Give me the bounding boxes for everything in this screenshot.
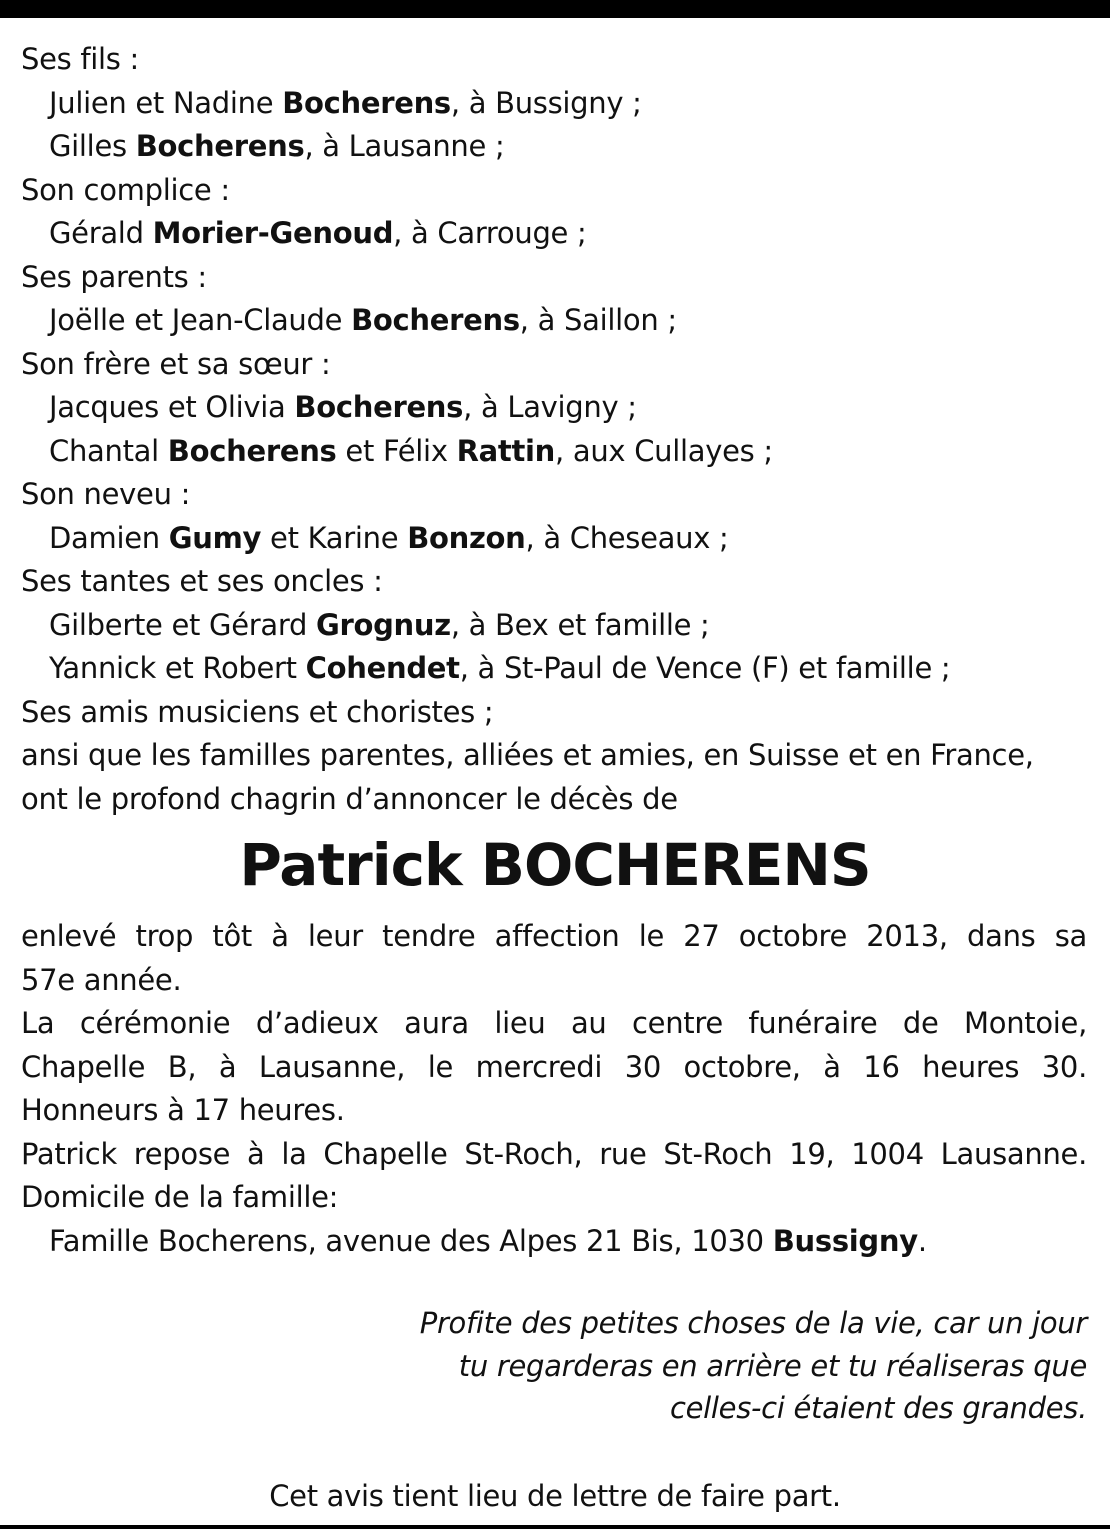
bottom-rule bbox=[0, 1525, 1110, 1529]
family-line bbox=[21, 125, 1087, 169]
entry-text: Damien bbox=[49, 520, 169, 555]
family-line bbox=[21, 299, 1087, 343]
address-town: Bussigny bbox=[772, 1223, 918, 1258]
detail-line: 57e année. bbox=[21, 962, 182, 997]
entry-text: et Félix bbox=[336, 433, 457, 468]
entry-text: Yannick et Robert bbox=[49, 651, 306, 685]
heading-text: Ses tantes et ses oncles : bbox=[21, 564, 383, 598]
entry-text: , à Cheseaux ; bbox=[525, 520, 729, 555]
entry-text: Jacques et Olivia bbox=[49, 390, 295, 424]
entry-text: , aux Cullayes ; bbox=[555, 433, 773, 468]
heading-text: ansi que les familles parentes, alliées et amies, en Suisse et en France, bbox=[21, 738, 1034, 772]
quote-line: Profite des petites choses de la vie, car un jour bbox=[419, 1306, 1087, 1340]
entry-text: , à Bex et famille ; bbox=[450, 607, 710, 642]
family-line bbox=[21, 604, 1087, 648]
quote-line: tu regarderas en arrière et tu réaliseras que bbox=[458, 1348, 1087, 1383]
entry-text: Gérald bbox=[49, 216, 153, 250]
detail-line: Domicile de la famille: bbox=[21, 1180, 339, 1214]
family-line bbox=[21, 256, 1087, 300]
entry-text: , à Bussigny ; bbox=[450, 85, 642, 120]
detail-line: enlevé trop tôt à leur tendre affection le 27 octobre 2013, dans sa bbox=[21, 919, 1087, 953]
deceased-name: Patrick BOCHERENS bbox=[239, 831, 871, 899]
entry-text: et Karine bbox=[261, 520, 408, 555]
surname: Morier-Genoud bbox=[152, 216, 394, 250]
family-line bbox=[21, 734, 1087, 778]
heading-text: Ses parents : bbox=[21, 259, 207, 294]
surname: Bocherens bbox=[167, 433, 337, 468]
family-line bbox=[21, 560, 1087, 604]
family-line bbox=[21, 386, 1087, 430]
entry-text: Chantal bbox=[49, 433, 168, 468]
family-line bbox=[21, 691, 1087, 735]
family-line bbox=[21, 430, 1087, 474]
heading-text: ont le profond chagrin d’annoncer le décès de bbox=[21, 781, 678, 816]
entry-text: Gilles bbox=[49, 129, 136, 163]
family-line bbox=[21, 517, 1087, 561]
entry-text: Gilberte et Gérard bbox=[49, 607, 316, 642]
top-rule bbox=[0, 0, 1110, 18]
entry-text: , à Carrouge ; bbox=[393, 216, 587, 250]
family-line bbox=[21, 473, 1087, 517]
surname: Rattin bbox=[456, 433, 556, 468]
family-line bbox=[21, 169, 1087, 213]
family-line bbox=[21, 82, 1087, 126]
detail-line: La cérémonie d’adieux aura lieu au centre funéraire de Montoie, bbox=[21, 1006, 1087, 1040]
heading-text: Ses fils : bbox=[21, 42, 139, 76]
entry-text: , à St-Paul de Vence (F) et famille ; bbox=[459, 651, 951, 685]
surname: Bocherens bbox=[294, 390, 464, 424]
family-line bbox=[21, 647, 1087, 691]
heading-text: Ses amis musiciens et choristes ; bbox=[21, 694, 494, 729]
surname: Bocherens bbox=[282, 85, 451, 120]
surname: Gumy bbox=[168, 520, 262, 555]
surname: Grognuz bbox=[315, 607, 451, 642]
footer-note: Cet avis tient lieu de lettre de faire part. bbox=[269, 1479, 841, 1513]
detail-line: Honneurs à 17 heures. bbox=[21, 1093, 345, 1127]
quote-line: celles-ci étaient des grandes. bbox=[669, 1391, 1087, 1425]
family-list bbox=[21, 38, 1087, 821]
detail-line: Chapelle B, à Lausanne, le mercredi 30 octobre, à 16 heures 30. bbox=[21, 1049, 1087, 1084]
quote-block bbox=[420, 1302, 1087, 1430]
family-line bbox=[21, 778, 1087, 822]
heading-text: Son frère et sa sœur : bbox=[21, 346, 331, 381]
entry-text: Julien et Nadine bbox=[49, 85, 283, 120]
details-block bbox=[21, 915, 1087, 1263]
address-text: . bbox=[917, 1223, 927, 1258]
family-address bbox=[21, 1220, 1087, 1264]
heading-text: Son complice : bbox=[21, 172, 230, 207]
family-line bbox=[21, 343, 1087, 387]
family-line bbox=[21, 38, 1087, 82]
heading-text: Son neveu : bbox=[21, 477, 191, 511]
entry-text: Joëlle et Jean-Claude bbox=[49, 303, 352, 337]
entry-text: , à Lausanne ; bbox=[304, 129, 505, 163]
surname: Bocherens bbox=[135, 129, 305, 163]
surname: Bonzon bbox=[407, 520, 526, 555]
entry-text: , à Lavigny ; bbox=[463, 390, 637, 424]
entry-text: , à Saillon ; bbox=[519, 303, 677, 337]
address-text: Famille Bocherens, avenue des Alpes 21 Bis, 1030 bbox=[49, 1223, 773, 1258]
detail-line: Patrick repose à la Chapelle St-Roch, rue St-Roch 19, 1004 Lausanne. bbox=[21, 1136, 1087, 1171]
surname: Cohendet bbox=[305, 651, 460, 685]
family-line bbox=[21, 212, 1087, 256]
surname: Bocherens bbox=[351, 303, 520, 337]
